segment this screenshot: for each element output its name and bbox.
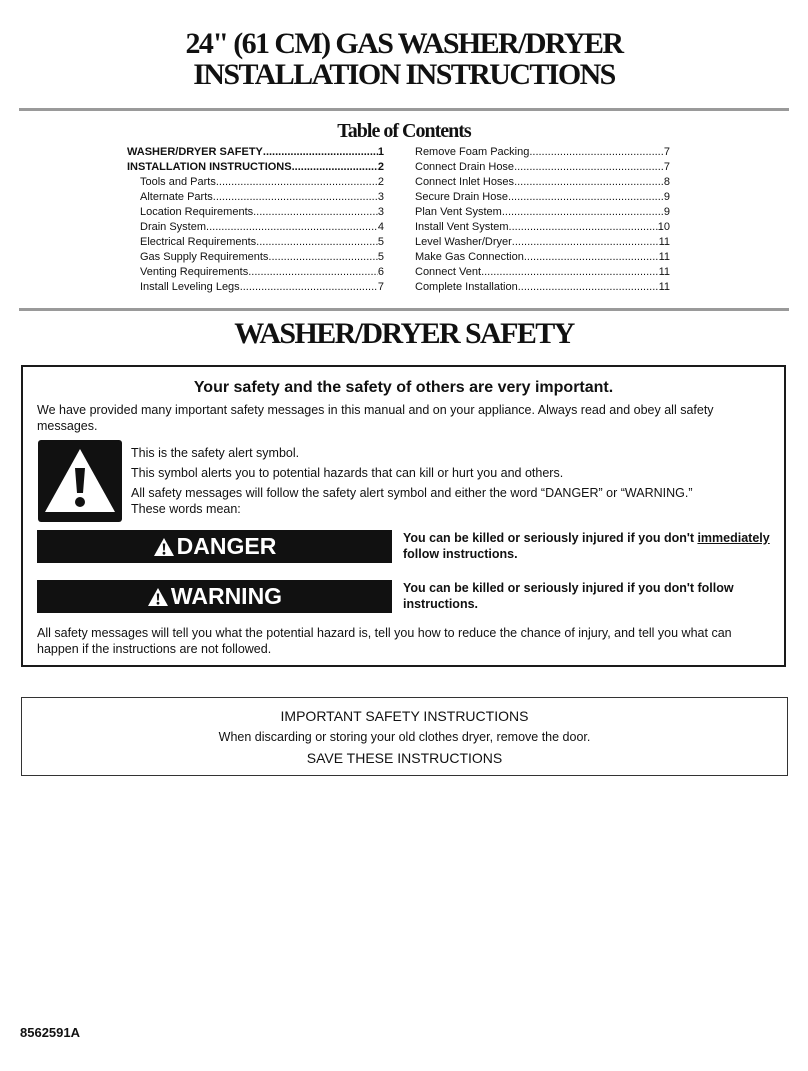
toc-entry-leader — [253, 205, 378, 220]
safety-intro: We have provided many important safety messages in this manual and on your appliance. Always read and obey all safety messages. — [37, 403, 714, 433]
toc-entry-leader — [502, 205, 664, 220]
safety-alert-icon — [38, 440, 122, 522]
toc-entry[interactable] — [127, 250, 384, 265]
warning-triangle-icon — [153, 537, 175, 557]
toc-entry-leader — [508, 190, 664, 205]
toc-entry-label: Alternate Parts — [140, 191, 213, 203]
toc-entry-leader — [292, 160, 378, 175]
alert-line-4: These words mean: — [131, 502, 241, 516]
toc-entry-page: 10 — [657, 221, 670, 233]
warning-desc-emphasis: follow — [697, 581, 734, 595]
toc-entry-page: 6 — [377, 266, 384, 278]
warning-desc-text: You can be killed or seriously injured if you don't — [403, 581, 698, 595]
toc-entry-label: Install Vent System — [415, 221, 509, 233]
title-line-2: INSTALLATION INSTRUCTIONS — [193, 58, 615, 91]
toc-entry-page: 11 — [658, 281, 670, 293]
toc-entry-label: Plan Vent System — [415, 206, 502, 218]
toc-entry-leader — [213, 190, 378, 205]
toc-entry-page: 11 — [658, 266, 670, 278]
toc-entry-page: 1 — [377, 146, 384, 158]
danger-label: DANGER — [176, 533, 277, 559]
warning-triangle-icon — [147, 587, 169, 607]
section-title: WASHER/DRYER SAFETY — [234, 317, 574, 350]
safety-box — [21, 365, 786, 667]
toc-entry[interactable] — [415, 175, 670, 190]
toc-entry-page: 11 — [658, 251, 670, 263]
danger-desc-text: You can be killed or seriously injured if you don't — [403, 531, 698, 545]
important-safety-box — [21, 697, 788, 776]
toc-entry-leader — [248, 265, 378, 280]
toc-entry-label: Gas Supply Requirements — [140, 251, 269, 263]
alert-line-3: All safety messages will follow the safety alert symbol and either the word “DANGER” or “WARNING.” — [131, 486, 693, 500]
document-title — [0, 28, 808, 90]
toc-entry-leader — [240, 280, 378, 295]
toc-entry[interactable] — [415, 205, 670, 220]
toc-entry[interactable] — [127, 175, 384, 190]
toc-entry-label: Venting Requirements — [140, 266, 249, 278]
danger-desc-emphasis: immediately — [697, 531, 770, 545]
toc-entry-label: Install Leveling Legs — [140, 281, 240, 293]
toc-entry[interactable] — [127, 190, 384, 205]
toc-entry-label: Connect Vent — [415, 266, 482, 278]
toc-entry-leader — [512, 235, 659, 250]
warning-description — [403, 580, 783, 612]
toc-entry-page: 5 — [377, 236, 384, 248]
toc-left-column — [127, 145, 384, 295]
toc-entry-page: 7 — [377, 281, 384, 293]
toc-entry-page: 2 — [377, 176, 384, 188]
warning-label: WARNING — [170, 583, 283, 609]
toc-entry-leader — [514, 160, 664, 175]
toc-entry[interactable] — [415, 265, 670, 280]
toc-entry-label: Complete Installation — [415, 281, 518, 293]
important-heading: IMPORTANT SAFETY INSTRUCTIONS — [280, 708, 529, 724]
toc-entry-page: 9 — [663, 191, 670, 203]
toc-entry-label: Location Requirements — [140, 206, 254, 218]
toc-entry-leader — [481, 265, 659, 280]
toc-entry-leader — [256, 235, 378, 250]
toc-entry-label: Make Gas Connection — [415, 251, 524, 263]
toc-entry[interactable] — [127, 235, 384, 250]
toc-entry-page: 8 — [663, 176, 670, 188]
toc-entry-leader — [524, 250, 659, 265]
toc-entry[interactable] — [127, 220, 384, 235]
toc-entry-leader — [529, 145, 664, 160]
toc-entry[interactable] — [127, 265, 384, 280]
toc-entry-leader — [268, 250, 377, 265]
toc-entry-label: Drain System — [140, 221, 207, 233]
toc-entry-label: WASHER/DRYER SAFETY — [127, 146, 263, 158]
divider-rule-middle — [19, 308, 789, 311]
divider-rule-top — [19, 108, 789, 111]
toc-entry[interactable] — [415, 145, 670, 160]
toc-entry[interactable] — [127, 160, 384, 175]
alert-line-2: This symbol alerts you to potential hazards that can kill or hurt you and others. — [131, 466, 564, 480]
alert-description — [131, 445, 771, 521]
toc-entry-page: 2 — [377, 161, 384, 173]
safety-heading: Your safety and the safety of others are very important. — [193, 379, 614, 396]
toc-entry[interactable] — [415, 220, 670, 235]
toc-entry[interactable] — [415, 280, 670, 295]
toc-entry[interactable] — [415, 190, 670, 205]
toc-entry[interactable] — [127, 280, 384, 295]
toc-entry-page: 4 — [377, 221, 384, 233]
toc-entry-label: Remove Foam Packing — [415, 146, 530, 158]
toc-entry-leader — [518, 280, 659, 295]
toc-entry[interactable] — [127, 145, 384, 160]
toc-entry-page: 3 — [377, 206, 384, 218]
toc-entry-page: 7 — [663, 161, 670, 173]
toc-entry-label: Tools and Parts — [140, 176, 216, 188]
toc-entry-page: 5 — [377, 251, 384, 263]
toc-entry[interactable] — [415, 160, 670, 175]
toc-heading: Table of Contents — [337, 120, 471, 142]
danger-description — [403, 530, 783, 562]
toc-right-column — [415, 145, 670, 295]
toc-entry-leader — [216, 175, 378, 190]
toc-entry-label: Connect Drain Hose — [415, 161, 515, 173]
danger-desc-text-end: follow instructions. — [403, 547, 518, 561]
toc-entry-label: Secure Drain Hose — [415, 191, 508, 203]
toc-entry-leader — [206, 220, 378, 235]
toc-entry[interactable] — [415, 250, 670, 265]
toc-entry[interactable] — [127, 205, 384, 220]
title-line-1: 24" (61 CM) GAS WASHER/DRYER — [185, 27, 623, 60]
document-number: 8562591A — [20, 1025, 80, 1040]
toc-entry-page: 11 — [658, 236, 670, 248]
warning-signal-bar — [37, 580, 392, 613]
toc-entry-page: 7 — [663, 146, 670, 158]
toc-entry-leader — [514, 175, 664, 190]
toc-entry-page: 9 — [663, 206, 670, 218]
danger-signal-bar — [37, 530, 392, 563]
alert-line-1: This is the safety alert symbol. — [131, 446, 300, 460]
toc-entry[interactable] — [415, 235, 670, 250]
toc-entry-label: Level Washer/Dryer — [415, 236, 512, 248]
toc-entry-page: 3 — [377, 191, 384, 203]
toc-entry-leader — [263, 145, 378, 160]
warning-desc-text-end: instructions. — [403, 597, 479, 611]
toc-entry-leader — [509, 220, 658, 235]
safety-outro: All safety messages will tell you what the potential hazard is, tell you how to reduce the chance of injury, and tell you what can happen if the instructions are not followed. — [37, 626, 732, 656]
toc-entry-label: INSTALLATION INSTRUCTIONS — [127, 161, 292, 173]
important-note: When discarding or storing your old clothes dryer, remove the door. — [218, 730, 591, 744]
save-instructions: SAVE THESE INSTRUCTIONS — [306, 750, 503, 766]
toc-entry-label: Connect Inlet Hoses — [415, 176, 515, 188]
toc-entry-label: Electrical Requirements — [140, 236, 257, 248]
